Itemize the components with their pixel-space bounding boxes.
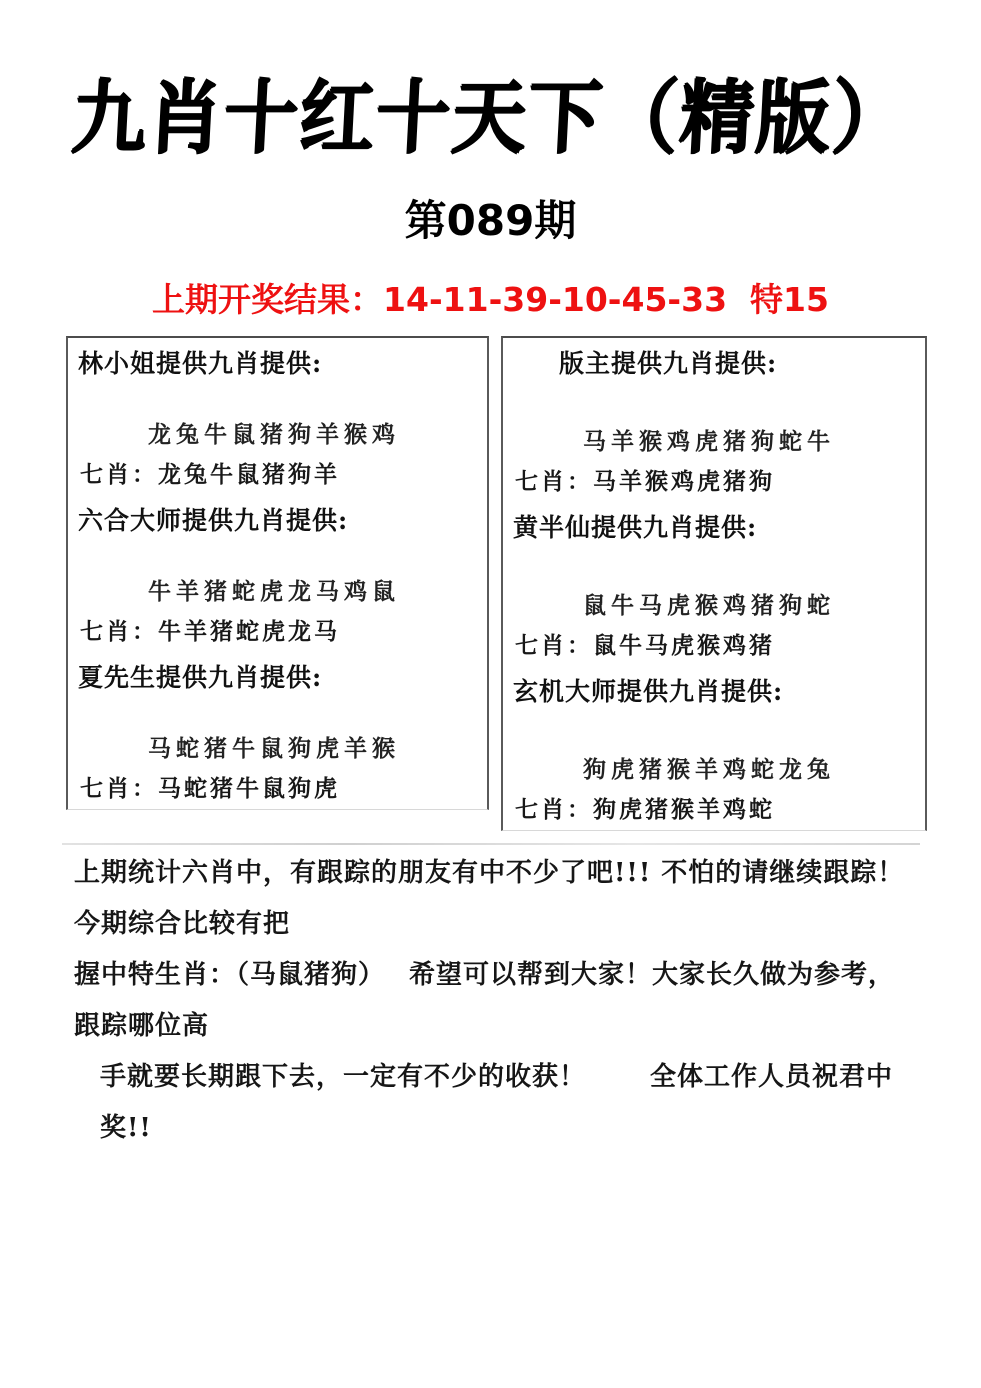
tipster-box-left (66, 336, 489, 810)
tipster-header: 玄机大师提供九肖提供: (513, 677, 784, 706)
seven-xiao-line: 七肖：牛羊猪蛇虎龙马 (80, 618, 340, 645)
tipster-box-right (501, 336, 927, 831)
tipster-header: 林小姐提供九肖提供: (78, 349, 323, 378)
footer-line: 手就要长期跟下去，一定有不少的收获！ 全体工作人员祝君中奖!! (100, 1062, 894, 1143)
tipster-section (68, 495, 487, 652)
tipster-header: 黄半仙提供九肖提供: (513, 513, 758, 542)
issue-heading: 第089期 (404, 196, 577, 245)
seven-xiao-line: 七肖：马羊猴鸡虎猪狗 (515, 468, 775, 495)
tipster-section (503, 502, 925, 666)
tipster-section (68, 652, 487, 809)
nine-xiao-line: 牛羊猪蛇虎龙马鸡鼠 (148, 578, 400, 605)
footer-paragraph (74, 848, 916, 1154)
nine-xiao-line: 狗虎猪猴羊鸡蛇龙兔 (583, 756, 835, 783)
seven-xiao-line: 七肖：狗虎猪猴羊鸡蛇 (515, 796, 775, 823)
nine-xiao-line: 龙兔牛鼠猪狗羊猴鸡 (148, 421, 400, 448)
tipster-section (503, 338, 925, 502)
seven-xiao-line: 七肖：马蛇猪牛鼠狗虎 (80, 775, 340, 802)
tipster-section (503, 666, 925, 830)
footer-line: 上期统计六肖中，有跟踪的朋友有中不少了吧!!! 不怕的请继续跟踪！今期综合比较有把 (74, 858, 905, 939)
nine-xiao-line: 鼠牛马虎猴鸡猪狗蛇 (583, 592, 835, 619)
tipster-header: 版主提供九肖提供: (559, 349, 778, 378)
seven-xiao-line: 七肖：龙兔牛鼠猪狗羊 (80, 461, 340, 488)
last-draw-result: 上期开奖结果：14-11-39-10-45-33 特15 (152, 280, 829, 319)
page-title: 九肖十红十天下（精版） (69, 71, 911, 164)
nine-xiao-line: 马羊猴鸡虎猪狗蛇牛 (583, 428, 835, 455)
tipster-header: 夏先生提供九肖提供: (78, 663, 323, 692)
nine-xiao-line: 马蛇猪牛鼠狗虎羊猴 (148, 735, 400, 762)
seven-xiao-line: 七肖：鼠牛马虎猴鸡猪 (515, 632, 775, 659)
tipster-section (68, 338, 487, 495)
tipster-header: 六合大师提供九肖提供: (78, 506, 349, 535)
footer-line: 握中特生肖：（马鼠猪狗） 希望可以帮到大家！大家长久做为参考，跟踪哪位高 (74, 960, 896, 1041)
scan-artifact-divider (62, 843, 920, 845)
